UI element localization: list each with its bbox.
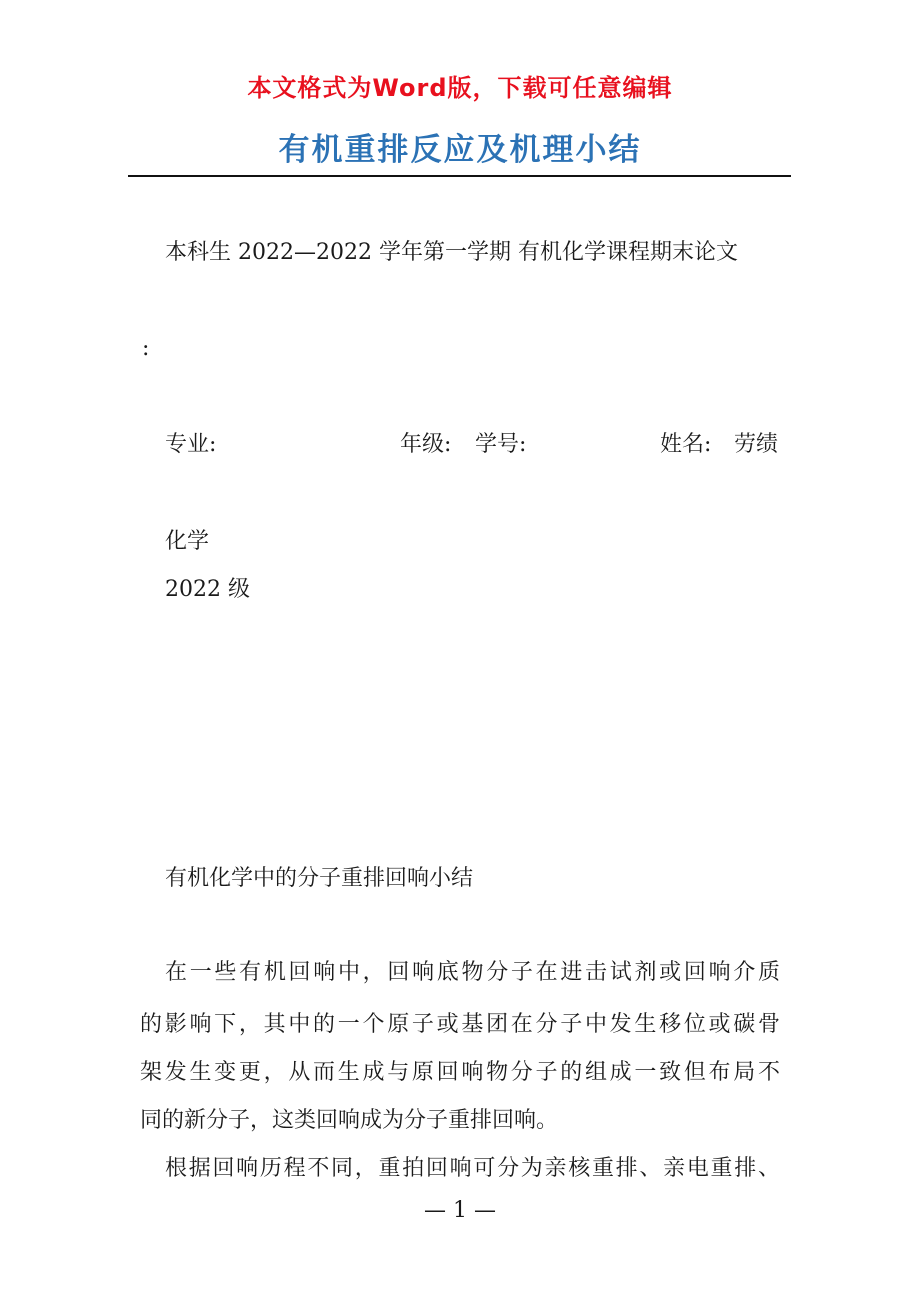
course-info-line: 本科生 2022—2022 学年第一学期 有机化学课程期末论文 <box>165 240 738 265</box>
document-title: 有机重排反应及机理小结 <box>278 132 642 168</box>
paragraph-line: 架发生变更，从而生成与原回响物分子的组成一致但布局不 <box>140 1060 780 1085</box>
paragraph-line: 同的新分子，这类回响成为分子重排回响。 <box>140 1108 559 1133</box>
title-divider <box>128 175 791 177</box>
name-value: 劳绩 <box>734 432 779 457</box>
major-value: 化学 <box>165 529 210 554</box>
major-label: 专业: <box>165 432 217 457</box>
paragraph-line: 的影响下，其中的一个原子或基团在分子中发生移位或碳骨 <box>140 1012 780 1037</box>
grade-value: 2022 级 <box>165 577 250 602</box>
student-id-label: 学号: <box>475 432 527 457</box>
section-heading: 有机化学中的分子重排回响小结 <box>165 866 474 891</box>
page-number: — 1 — <box>424 1198 496 1223</box>
course-info-continuation: : <box>142 336 150 361</box>
word-format-banner: 本文格式为Word版，下载可任意编辑 <box>247 74 673 102</box>
paragraph-line: 根据回响历程不同，重拍回响可分为亲核重排、亲电重排、 <box>165 1156 780 1181</box>
name-label: 姓名: <box>660 432 712 457</box>
paragraph-line: 在一些有机回响中，回响底物分子在进击试剂或回响介质 <box>165 960 780 985</box>
grade-label: 年级: <box>400 432 452 457</box>
